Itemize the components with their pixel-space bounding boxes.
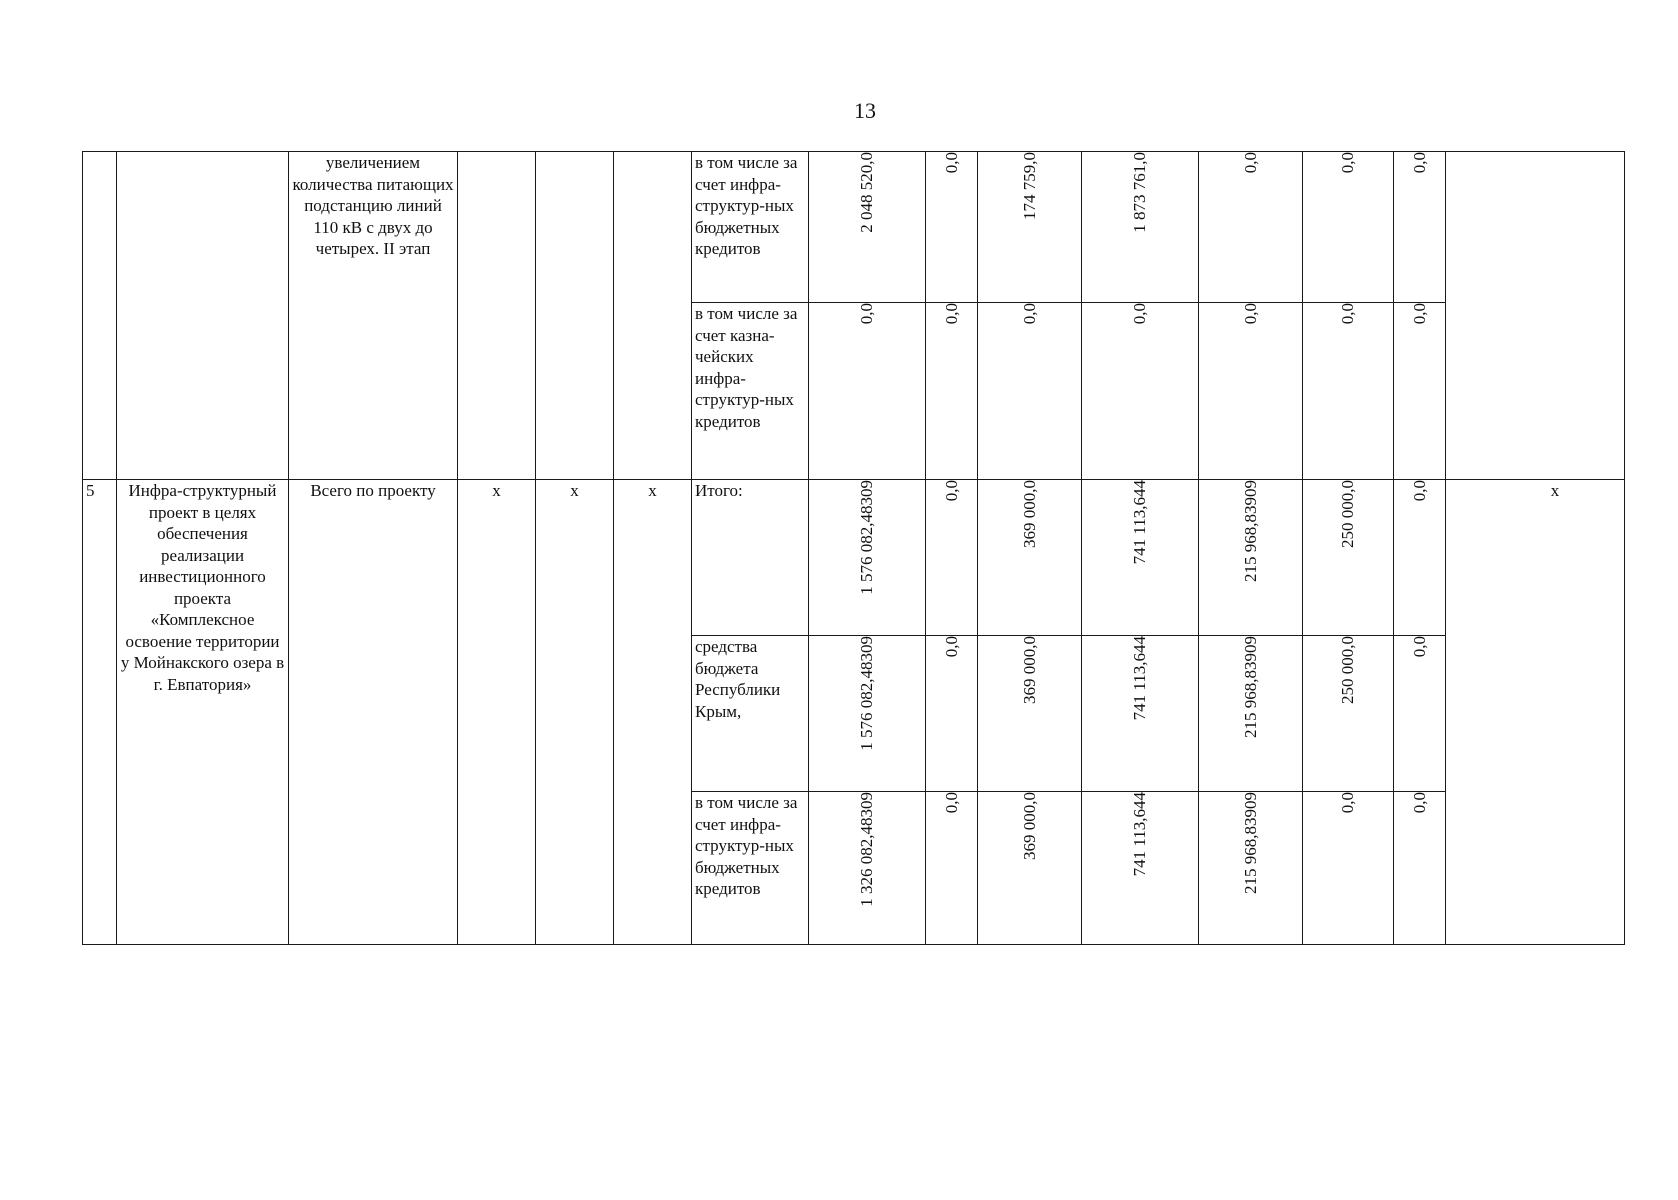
amount-cell: 215 968,83909 [1199,792,1303,945]
amount-total-cell: 0,0 [809,303,926,480]
project-name-cell [117,152,289,480]
amount-cell: 0,0 [926,480,978,636]
amount-cell: 0,0 [1082,303,1199,480]
table-row [83,152,1625,303]
amount-cell: 0,0 [926,152,978,303]
row-number-cell [83,152,117,480]
amount-cell: 250 000,0 [1303,636,1394,792]
mark-cell: x [536,480,614,945]
project-scope-cell: Всего по проекту [289,480,458,945]
amount-cell: 215 968,83909 [1199,636,1303,792]
amount-total-cell: 1 576 082,48309 [809,480,926,636]
mark-cell: x [614,480,692,945]
amount-cell: 741 113,644 [1082,636,1199,792]
funding-source-cell: средства бюджета Республики Крым, [692,636,809,792]
amount-cell: 0,0 [1199,152,1303,303]
amount-cell: 174 759,0 [978,152,1082,303]
funding-source-cell: в том числе за счет казна-чейских инфра-структур-ных кредитов [692,303,809,480]
amount-cell: 0,0 [1303,152,1394,303]
amount-cell: 1 873 761,0 [1082,152,1199,303]
project-scope-cell [289,152,458,480]
mark-cell: x [1446,480,1625,945]
amount-cell: 0,0 [1394,636,1446,792]
empty-cell [458,152,536,480]
amount-cell: 0,0 [1394,152,1446,303]
amount-cell: 0,0 [1303,303,1394,480]
table-row [83,480,1625,636]
amount-total-cell: 1 326 082,48309 [809,792,926,945]
amount-cell: 0,0 [1303,792,1394,945]
funding-source-cell: в том числе за счет инфра-структур-ных бюджетных кредитов [692,792,809,945]
amount-cell: 0,0 [926,303,978,480]
project-name-cell: Инфра-структурный проект в целях обеспечения реализации инвестиционного проекта «Комплексное освоение территории у Мойнакского озера в г. Евпатория» [117,480,289,945]
funding-source-cell: в том числе за счет инфра-структур-ных бюджетных кредитов [692,152,809,303]
amount-cell: 0,0 [926,636,978,792]
page-number: 13 [854,98,876,123]
amount-cell: 215 968,83909 [1199,480,1303,636]
empty-cell [614,152,692,480]
amount-cell: 369 000,0 [978,792,1082,945]
amount-cell: 369 000,0 [978,636,1082,792]
mark-cell: x [458,480,536,945]
amount-total-cell: 2 048 520,0 [809,152,926,303]
amount-cell: 0,0 [1394,303,1446,480]
amount-cell: 0,0 [926,792,978,945]
amount-cell: 0,0 [1394,792,1446,945]
empty-cell [536,152,614,480]
amount-cell: 0,0 [1394,480,1446,636]
empty-cell [1446,152,1625,480]
amount-cell: 369 000,0 [978,480,1082,636]
amount-cell: 250 000,0 [1303,480,1394,636]
budget-table [82,151,1625,945]
amount-cell: 0,0 [978,303,1082,480]
row-number-cell: 5 [83,480,117,945]
amount-cell: 0,0 [1199,303,1303,480]
amount-cell: 741 113,644 [1082,792,1199,945]
project-name-tail: увеличением количества питающих подстанцию линий 110 кВ с двух до четырех. II этап [292,153,454,258]
funding-source-cell: Итого: [692,480,809,636]
amount-cell: 741 113,644 [1082,480,1199,636]
amount-total-cell: 1 576 082,48309 [809,636,926,792]
